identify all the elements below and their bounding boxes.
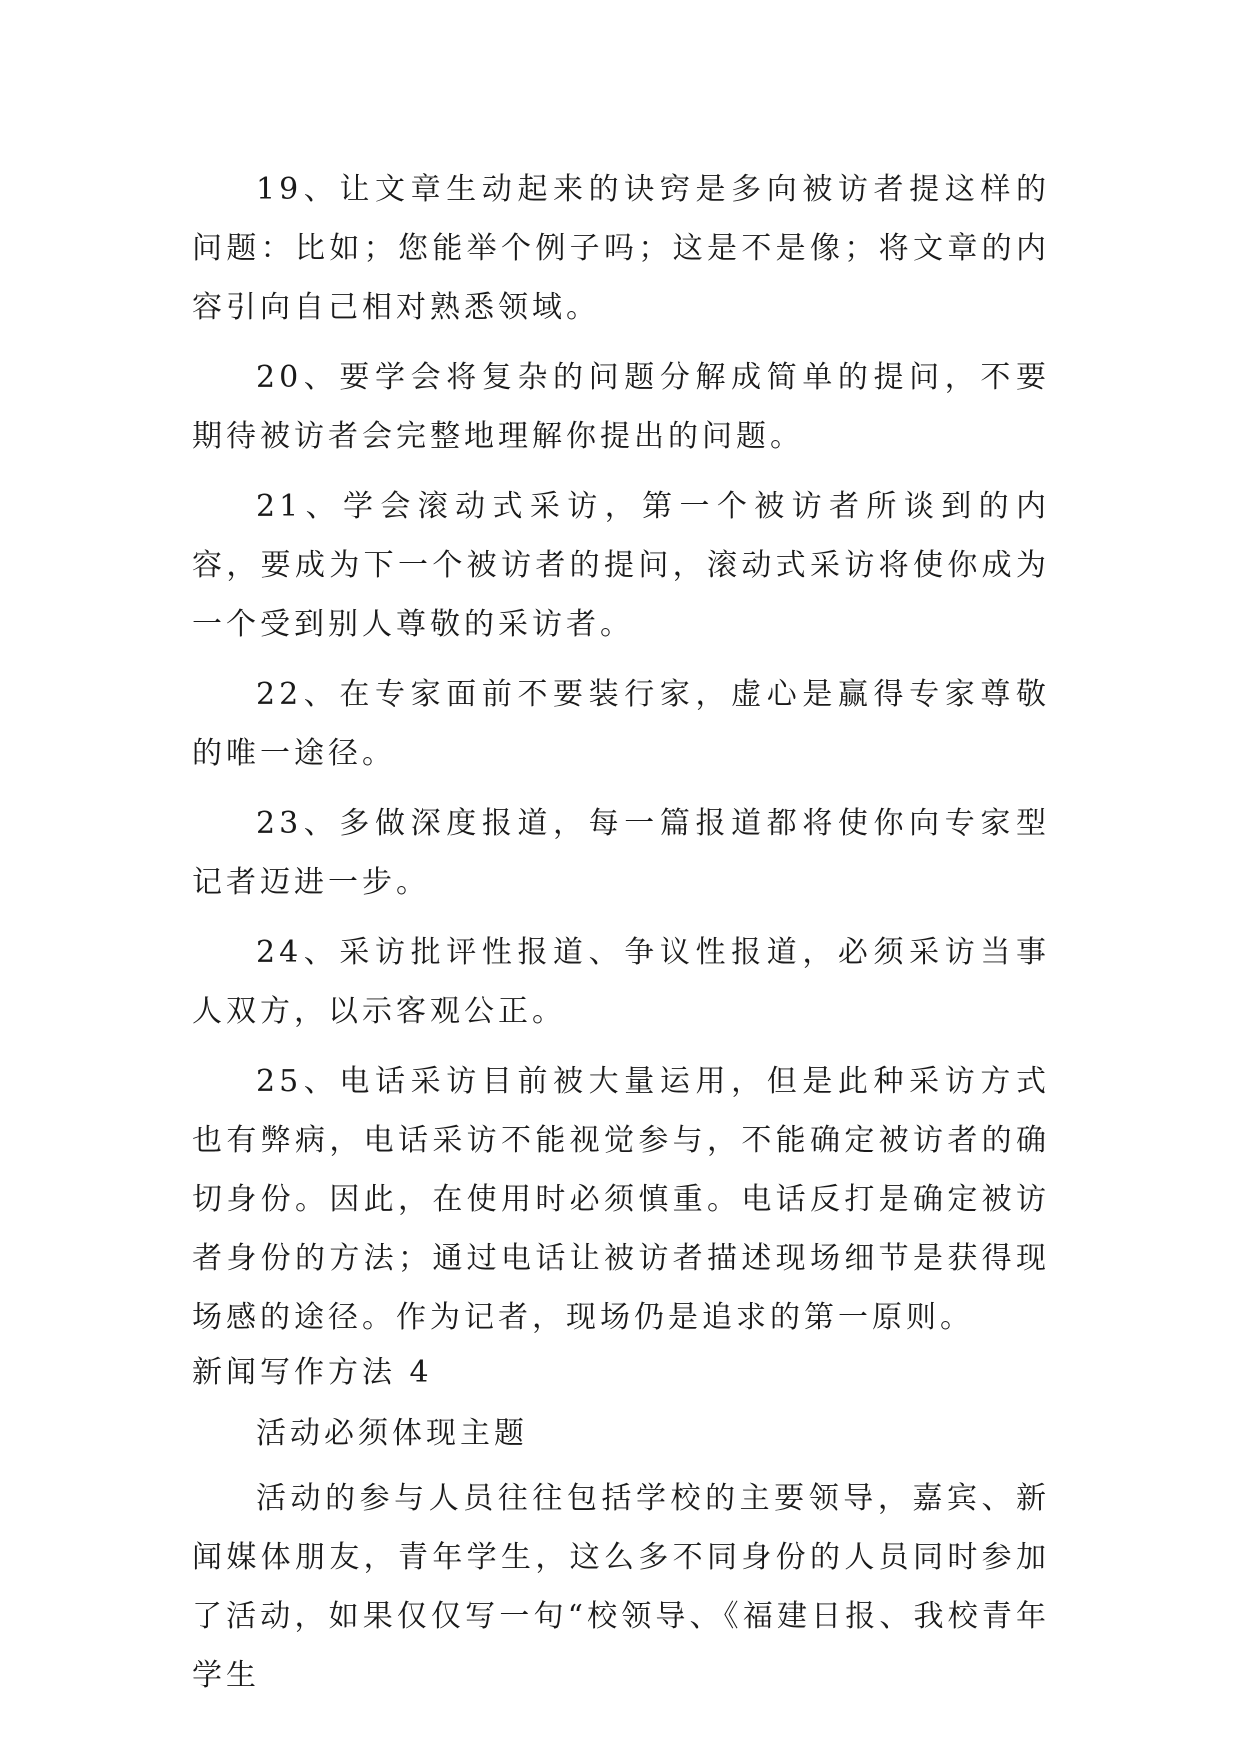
paragraph-19: 19、让文章生动起来的诀窍是多向被访者提这样的问题：比如；您能举个例子吗；这是不是像；将文章的内容引向自己相对熟悉领域。 xyxy=(192,172,1050,325)
paragraph-23: 23、多做深度报道，每一篇报道都将使你向专家型记者迈进一步。 xyxy=(192,806,1050,900)
paragraph-25: 25、电话采访目前被大量运用，但是此种采访方式也有弊病，电话采访不能视觉参与，不能确定被访者的确切身份。因此，在使用时必须慎重。电话反打是确定被访者身份的方法；通过电话让被访者描述现场细节是获得现场感的途径。作为记者，现场仍是追求的第一原则。 xyxy=(192,1064,1050,1335)
section-heading: 新闻写作方法 4 xyxy=(192,1355,433,1390)
paragraph-24: 24、采访批评性报道、争议性报道，必须采访当事人双方，以示客观公正。 xyxy=(192,935,1050,1029)
paragraph-21: 21、学会滚动式采访，第一个被访者所谈到的内容，要成为下一个被访者的提问，滚动式采访将使你成为一个受到别人尊敬的采访者。 xyxy=(192,489,1050,642)
subheading: 活动必须体现主题 xyxy=(256,1416,528,1451)
document-body xyxy=(192,160,1050,1716)
body-paragraph: 活动的参与人员往往包括学校的主要领导，嘉宾、新闻媒体朋友，青年学生，这么多不同身份的人员同时参加了活动，如果仅仅写一句“校领导、《福建日报、我校青年学生 xyxy=(192,1481,1050,1693)
paragraph-22: 22、在专家面前不要装行家，虚心是赢得专家尊敬的唯一途径。 xyxy=(192,677,1050,771)
paragraph-20: 20、要学会将复杂的问题分解成简单的提问，不要期待被访者会完整地理解你提出的问题。 xyxy=(192,360,1050,454)
